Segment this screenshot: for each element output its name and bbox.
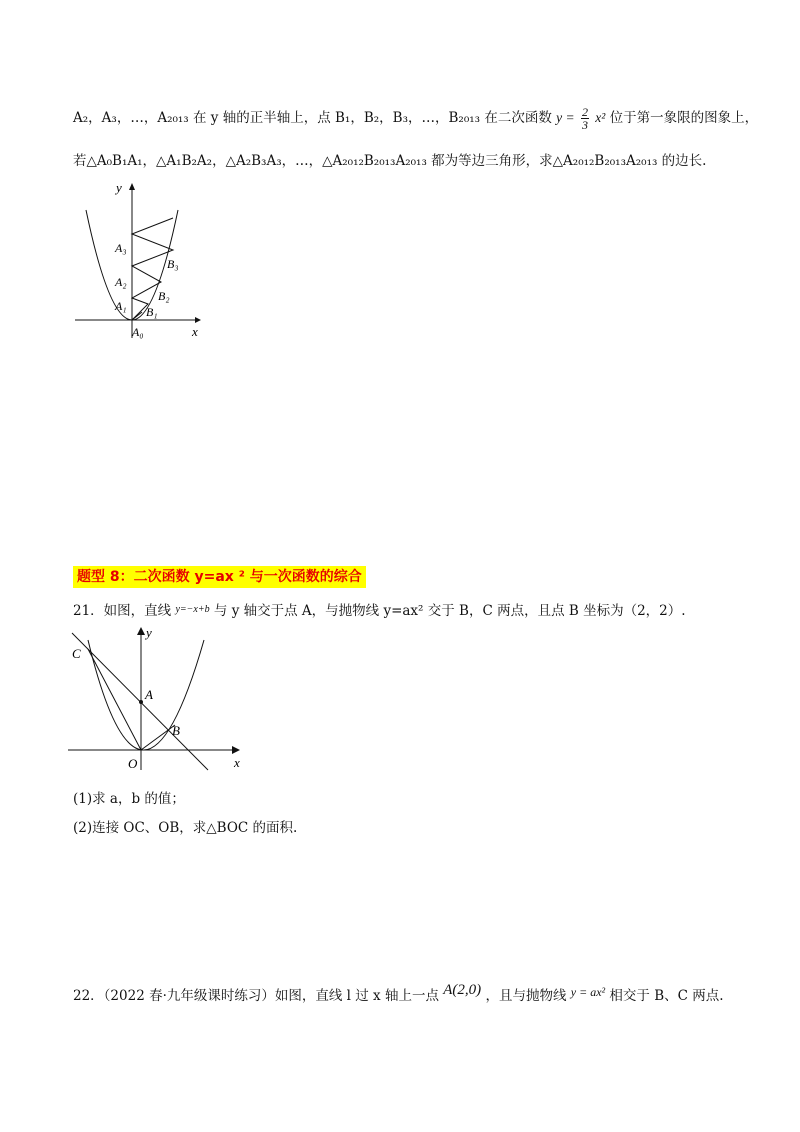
problem22-point: A(2,0) — [443, 982, 482, 998]
section-heading: 题型 8：二次函数 y=ax ² 与一次函数的综合 — [73, 566, 366, 588]
problem20-line1-end: 位于第一象限的图象上， — [609, 110, 759, 126]
label-a0: A₀ — [132, 325, 144, 339]
problem22-text-b: ，且与抛物线 — [485, 988, 567, 1004]
segment-ob — [141, 725, 175, 750]
problem22-text-c: 相交于 B、C 两点. — [609, 988, 724, 1004]
label-b1: B₁ — [146, 305, 158, 319]
y-axis-arrow — [129, 183, 135, 190]
y-axis-arrow — [137, 627, 145, 635]
label-a1: A₁ — [115, 299, 127, 313]
x-axis-arrow — [195, 317, 201, 323]
label-y: y — [146, 625, 152, 640]
label-b: B — [172, 723, 180, 738]
problem20-line1 — [73, 106, 758, 131]
x-axis-arrow — [232, 746, 240, 754]
label-a3: A₃ — [115, 241, 127, 255]
problem20-line2: 若△A₀B₁A₁，△A₁B₂A₂，△A₂B₃A₃，…，△A₂₀₁₂B₂₀₁₃A₂₀₁₃ 都为等边三角形，求△A₂₀₁₂B₂₀₁₃A₂₀₁₃ 的边长. — [73, 153, 707, 169]
eq-x-squared: x² — [595, 110, 606, 125]
problem20-equation — [556, 106, 605, 131]
fraction — [581, 106, 589, 131]
point-a-dot — [139, 700, 143, 704]
problem21-intro: 21．如图，直线 — [73, 603, 172, 619]
problem22-stem — [73, 980, 724, 1006]
fraction-denominator: 3 — [581, 118, 588, 132]
label-b3: B₃ — [167, 257, 179, 271]
segment-oc — [88, 649, 141, 750]
label-y: y — [116, 180, 122, 195]
label-a2: A₂ — [115, 275, 127, 289]
figure-line-parabola — [68, 625, 248, 775]
label-b2: B₂ — [158, 289, 170, 303]
fraction-numerator: 2 — [581, 105, 588, 119]
problem21-question2: (2)连接 OC、OB，求△BOC 的面积. — [73, 820, 298, 836]
problem21-stem — [73, 600, 686, 621]
problem20-line1-text: A₂，A₃，…，A₂₀₁₃ 在 y 轴的正半轴上，点 B₁，B₂，B₃，…，B₂₀₁₃ 在二次函数 — [73, 110, 552, 126]
problem21-question1: (1)求 a，b 的值； — [73, 791, 185, 807]
label-c: C — [72, 646, 81, 661]
label-x: x — [192, 324, 198, 339]
eq-y: y = — [556, 110, 575, 125]
problem21-intro2: 与 y 轴交于点 A，与抛物线 y=ax² 交于 B，C 两点，且点 B 坐标为（2，2）. — [213, 603, 686, 619]
label-x: x — [234, 755, 240, 770]
figure-equilateral-triangles — [70, 180, 210, 340]
problem21-line-equation: y=−x+b — [175, 604, 210, 615]
problem22-text-a: 22．（2022 春·九年级课时练习）如图，直线 l 过 x 轴上一点 — [73, 988, 439, 1004]
problem22-equation: y = ax² — [570, 985, 606, 999]
label-a: A — [145, 687, 153, 702]
label-o: O — [128, 756, 138, 771]
